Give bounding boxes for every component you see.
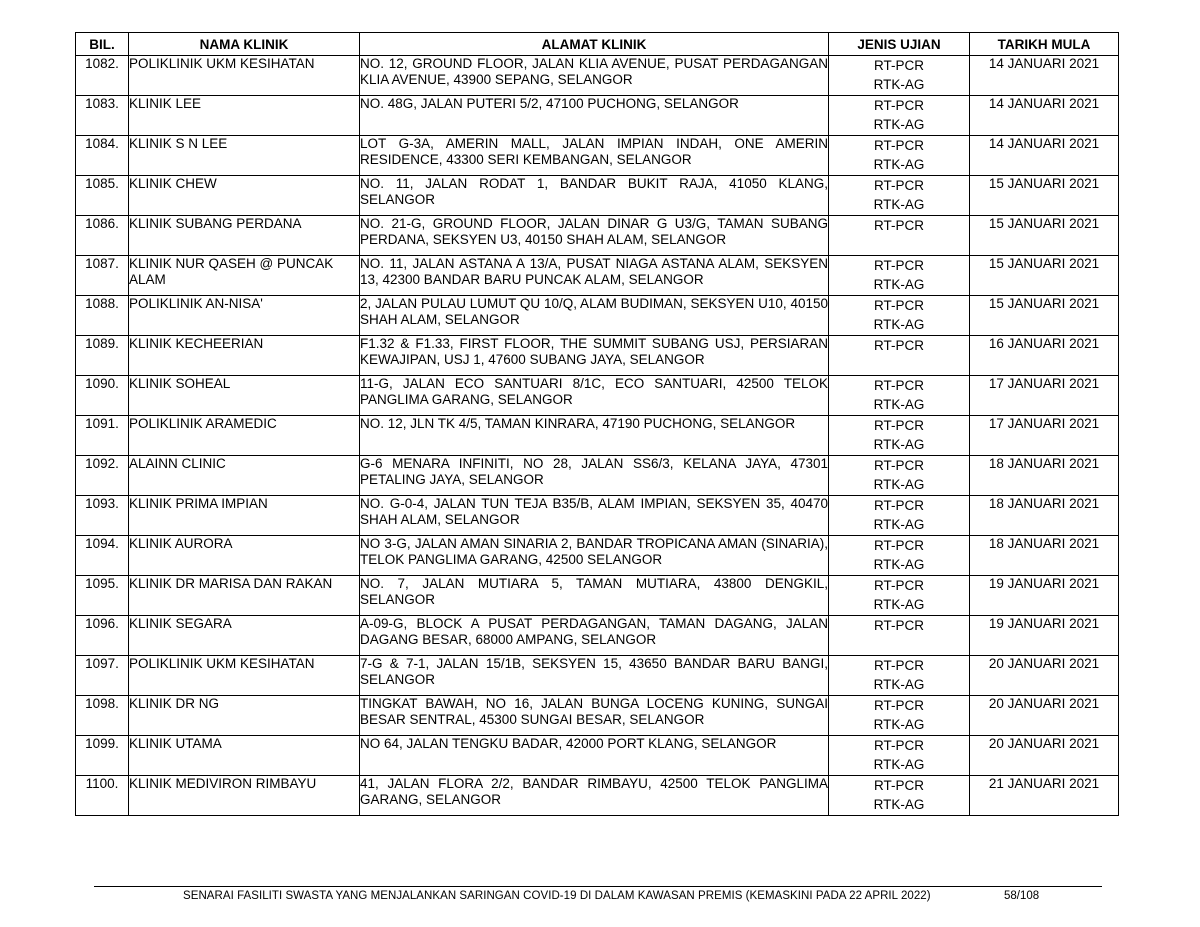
test-type: RTK-AG (873, 317, 925, 332)
cell-tarikh-mula: 19 JANUARI 2021 (970, 576, 1119, 616)
cell-jenis-ujian (829, 96, 970, 136)
cell-bil: 1097. (76, 656, 129, 696)
test-type: RT-PCR (873, 218, 924, 233)
test-type: RTK-AG (873, 117, 925, 132)
cell-jenis-ujian (829, 536, 970, 576)
test-type: RTK-AG (873, 757, 925, 772)
cell-bil: 1091. (76, 416, 129, 456)
test-type: RTK-AG (873, 717, 925, 732)
test-type: RTK-AG (873, 517, 925, 532)
cell-alamat-klinik: NO. 12, GROUND FLOOR, JALAN KLIA AVENUE, PUSAT PERDAGANGAN KLIA AVENUE, 43900 SEPANG, SELANGOR (360, 56, 829, 96)
cell-jenis-ujian (829, 256, 970, 296)
cell-jenis-ujian (829, 496, 970, 536)
cell-jenis-ujian (829, 56, 970, 96)
test-type: RTK-AG (873, 277, 925, 292)
cell-bil: 1088. (76, 296, 129, 336)
test-type: RTK-AG (873, 397, 925, 412)
cell-nama-klinik: POLIKLINIK UKM KESIHATAN (129, 656, 360, 696)
test-type: RTK-AG (873, 557, 925, 572)
test-type: RT-PCR (873, 578, 924, 593)
cell-jenis-ujian (829, 656, 970, 696)
cell-alamat-klinik: NO 3-G, JALAN AMAN SINARIA 2, BANDAR TROPICANA AMAN (SINARIA), TELOK PANGLIMA GARANG, 42500 SELANGOR (360, 536, 829, 576)
table-row (76, 576, 1119, 616)
cell-bil: 1089. (76, 336, 129, 376)
cell-bil: 1099. (76, 736, 129, 776)
table-row (76, 256, 1119, 296)
cell-nama-klinik: KLINIK AURORA (129, 536, 360, 576)
cell-nama-klinik: POLIKLINIK AN-NISA' (129, 296, 360, 336)
cell-alamat-klinik: NO 64, JALAN TENGKU BADAR, 42000 PORT KLANG, SELANGOR (360, 736, 829, 776)
cell-nama-klinik: KLINIK SUBANG PERDANA (129, 216, 360, 256)
test-type: RT-PCR (873, 138, 924, 153)
test-type: RT-PCR (873, 498, 924, 513)
table-row (76, 736, 1119, 776)
cell-tarikh-mula: 15 JANUARI 2021 (970, 256, 1119, 296)
cell-nama-klinik: KLINIK KECHEERIAN (129, 336, 360, 376)
header-tarikh-mula: TARIKH MULA (970, 33, 1119, 56)
cell-nama-klinik: KLINIK SOHEAL (129, 376, 360, 416)
cell-tarikh-mula: 15 JANUARI 2021 (970, 216, 1119, 256)
cell-tarikh-mula: 20 JANUARI 2021 (970, 696, 1119, 736)
page-number: 58/108 (1004, 890, 1040, 902)
cell-jenis-ujian (829, 576, 970, 616)
cell-alamat-klinik: LOT G-3A, AMERIN MALL, JALAN IMPIAN INDAH, ONE AMERIN RESIDENCE, 43300 SERI KEMBANGAN, SELANGOR (360, 136, 829, 176)
cell-tarikh-mula: 17 JANUARI 2021 (970, 416, 1119, 456)
cell-jenis-ujian (829, 296, 970, 336)
test-type: RTK-AG (873, 797, 925, 812)
cell-bil: 1093. (76, 496, 129, 536)
cell-bil: 1092. (76, 456, 129, 496)
table-row (76, 536, 1119, 576)
table-row (76, 96, 1119, 136)
footer-divider (94, 886, 1102, 887)
table-row (76, 616, 1119, 656)
table-row (76, 336, 1119, 376)
test-type: RT-PCR (873, 538, 924, 553)
table-row (76, 416, 1119, 456)
cell-nama-klinik: POLIKLINIK ARAMEDIC (129, 416, 360, 456)
cell-alamat-klinik: 41, JALAN FLORA 2/2, BANDAR RIMBAYU, 42500 TELOK PANGLIMA GARANG, SELANGOR (360, 776, 829, 816)
table-row (76, 496, 1119, 536)
cell-tarikh-mula: 17 JANUARI 2021 (970, 376, 1119, 416)
table-row (76, 696, 1119, 736)
cell-jenis-ujian (829, 736, 970, 776)
test-type: RT-PCR (873, 458, 924, 473)
cell-jenis-ujian (829, 776, 970, 816)
header-nama-klinik: NAMA KLINIK (129, 33, 360, 56)
test-type: RT-PCR (873, 178, 924, 193)
clinic-table (75, 32, 1119, 816)
cell-nama-klinik: KLINIK S N LEE (129, 136, 360, 176)
cell-jenis-ujian (829, 696, 970, 736)
test-type: RT-PCR (873, 98, 924, 113)
test-type: RT-PCR (873, 338, 924, 353)
cell-bil: 1082. (76, 56, 129, 96)
cell-alamat-klinik: NO. 11, JALAN RODAT 1, BANDAR BUKIT RAJA, 41050 KLANG, SELANGOR (360, 176, 829, 216)
test-type: RT-PCR (873, 418, 924, 433)
cell-nama-klinik: KLINIK NUR QASEH @ PUNCAK ALAM (129, 256, 360, 296)
cell-tarikh-mula: 18 JANUARI 2021 (970, 496, 1119, 536)
test-type: RTK-AG (873, 77, 925, 92)
test-type: RT-PCR (873, 618, 924, 633)
footer-title: SENARAI FASILITI SWASTA YANG MENJALANKAN SARINGAN COVID-19 DI DALAM KAWASAN PREMIS (KEMASKINI PADA 22 APRIL 2022) (183, 890, 931, 902)
cell-tarikh-mula: 18 JANUARI 2021 (970, 536, 1119, 576)
cell-bil: 1094. (76, 536, 129, 576)
test-type: RT-PCR (873, 378, 924, 393)
test-type: RT-PCR (873, 778, 924, 793)
table-header-row (76, 33, 1119, 56)
cell-tarikh-mula: 15 JANUARI 2021 (970, 176, 1119, 216)
cell-tarikh-mula: 18 JANUARI 2021 (970, 456, 1119, 496)
table-row (76, 216, 1119, 256)
cell-tarikh-mula: 15 JANUARI 2021 (970, 296, 1119, 336)
cell-jenis-ujian (829, 616, 970, 656)
header-jenis-ujian: JENIS UJIAN (829, 33, 970, 56)
header-bil: BIL. (76, 33, 129, 56)
cell-tarikh-mula: 20 JANUARI 2021 (970, 736, 1119, 776)
cell-nama-klinik: KLINIK UTAMA (129, 736, 360, 776)
test-type: RTK-AG (873, 597, 925, 612)
test-type: RTK-AG (873, 477, 925, 492)
cell-alamat-klinik: NO. 7, JALAN MUTIARA 5, TAMAN MUTIARA, 43800 DENGKIL, SELANGOR (360, 576, 829, 616)
cell-nama-klinik: KLINIK MEDIVIRON RIMBAYU (129, 776, 360, 816)
cell-alamat-klinik: NO. G-0-4, JALAN TUN TEJA B35/B, ALAM IMPIAN, SEKSYEN 35, 40470 SHAH ALAM, SELANGOR (360, 496, 829, 536)
test-type: RTK-AG (873, 157, 925, 172)
cell-alamat-klinik: A-09-G, BLOCK A PUSAT PERDAGANGAN, TAMAN DAGANG, JALAN DAGANG BESAR, 68000 AMPANG, SELANGOR (360, 616, 829, 656)
table-row (76, 456, 1119, 496)
cell-jenis-ujian (829, 216, 970, 256)
test-type: RT-PCR (873, 738, 924, 753)
cell-jenis-ujian (829, 176, 970, 216)
test-type: RT-PCR (873, 58, 924, 73)
cell-bil: 1083. (76, 96, 129, 136)
header-alamat-klinik: ALAMAT KLINIK (360, 33, 829, 56)
table-row (76, 376, 1119, 416)
table-body (76, 56, 1119, 816)
cell-jenis-ujian (829, 136, 970, 176)
cell-nama-klinik: KLINIK CHEW (129, 176, 360, 216)
cell-nama-klinik: KLINIK DR MARISA DAN RAKAN (129, 576, 360, 616)
cell-alamat-klinik: 7-G & 7-1, JALAN 15/1B, SEKSYEN 15, 43650 BANDAR BARU BANGI, SELANGOR (360, 656, 829, 696)
test-type: RTK-AG (873, 677, 925, 692)
cell-alamat-klinik: 11-G, JALAN ECO SANTUARI 8/1C, ECO SANTUARI, 42500 TELOK PANGLIMA GARANG, SELANGOR (360, 376, 829, 416)
table-row (76, 296, 1119, 336)
cell-alamat-klinik: G-6 MENARA INFINITI, NO 28, JALAN SS6/3, KELANA JAYA, 47301 PETALING JAYA, SELANGOR (360, 456, 829, 496)
test-type: RT-PCR (873, 658, 924, 673)
test-type: RT-PCR (873, 258, 924, 273)
cell-bil: 1096. (76, 616, 129, 656)
cell-tarikh-mula: 14 JANUARI 2021 (970, 136, 1119, 176)
cell-jenis-ujian (829, 456, 970, 496)
cell-jenis-ujian (829, 376, 970, 416)
cell-bil: 1085. (76, 176, 129, 216)
cell-alamat-klinik: NO. 11, JALAN ASTANA A 13/A, PUSAT NIAGA ASTANA ALAM, SEKSYEN 13, 42300 BANDAR BARU PUNCAK ALAM, SELANGOR (360, 256, 829, 296)
table-row (76, 776, 1119, 816)
cell-nama-klinik: KLINIK LEE (129, 96, 360, 136)
cell-jenis-ujian (829, 416, 970, 456)
cell-alamat-klinik: 2, JALAN PULAU LUMUT QU 10/Q, ALAM BUDIMAN, SEKSYEN U10, 40150 SHAH ALAM, SELANGOR (360, 296, 829, 336)
cell-bil: 1087. (76, 256, 129, 296)
cell-alamat-klinik: NO. 48G, JALAN PUTERI 5/2, 47100 PUCHONG, SELANGOR (360, 96, 829, 136)
cell-nama-klinik: POLIKLINIK UKM KESIHATAN (129, 56, 360, 96)
cell-tarikh-mula: 14 JANUARI 2021 (970, 56, 1119, 96)
table-row (76, 136, 1119, 176)
cell-tarikh-mula: 20 JANUARI 2021 (970, 656, 1119, 696)
cell-tarikh-mula: 16 JANUARI 2021 (970, 336, 1119, 376)
table-row (76, 56, 1119, 96)
cell-bil: 1100. (76, 776, 129, 816)
cell-jenis-ujian (829, 336, 970, 376)
test-type: RTK-AG (873, 437, 925, 452)
cell-tarikh-mula: 14 JANUARI 2021 (970, 96, 1119, 136)
test-type: RT-PCR (873, 298, 924, 313)
cell-bil: 1095. (76, 576, 129, 616)
cell-bil: 1086. (76, 216, 129, 256)
cell-alamat-klinik: F1.32 & F1.33, FIRST FLOOR, THE SUMMIT SUBANG USJ, PERSIARAN KEWAJIPAN, USJ 1, 47600 SUBANG JAYA, SELANGOR (360, 336, 829, 376)
cell-nama-klinik: KLINIK DR NG (129, 696, 360, 736)
cell-alamat-klinik: NO. 12, JLN TK 4/5, TAMAN KINRARA, 47190 PUCHONG, SELANGOR (360, 416, 829, 456)
test-type: RTK-AG (873, 197, 925, 212)
cell-bil: 1090. (76, 376, 129, 416)
cell-bil: 1098. (76, 696, 129, 736)
table-row (76, 176, 1119, 216)
cell-alamat-klinik: TINGKAT BAWAH, NO 16, JALAN BUNGA LOCENG KUNING, SUNGAI BESAR SENTRAL, 45300 SUNGAI BESAR, SELANGOR (360, 696, 829, 736)
cell-alamat-klinik: NO. 21-G, GROUND FLOOR, JALAN DINAR G U3/G, TAMAN SUBANG PERDANA, SEKSYEN U3, 40150 SHAH ALAM, SELANGOR (360, 216, 829, 256)
cell-bil: 1084. (76, 136, 129, 176)
cell-nama-klinik: KLINIK SEGARA (129, 616, 360, 656)
cell-tarikh-mula: 21 JANUARI 2021 (970, 776, 1119, 816)
table-row (76, 656, 1119, 696)
cell-nama-klinik: ALAINN CLINIC (129, 456, 360, 496)
cell-nama-klinik: KLINIK PRIMA IMPIAN (129, 496, 360, 536)
test-type: RT-PCR (873, 698, 924, 713)
cell-tarikh-mula: 19 JANUARI 2021 (970, 616, 1119, 656)
